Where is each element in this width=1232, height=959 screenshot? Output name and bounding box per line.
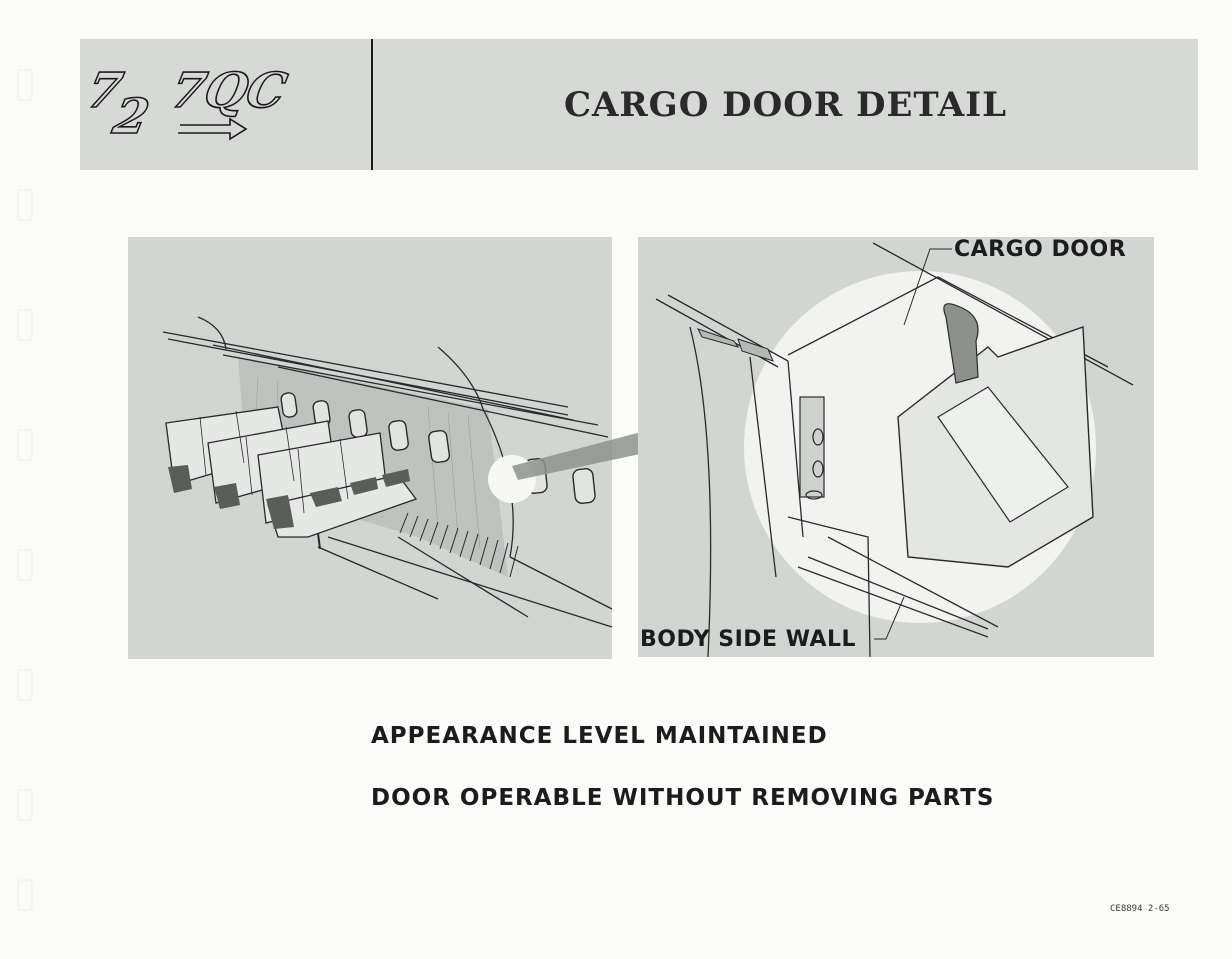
page-header — [80, 39, 1198, 170]
cargo-door-detail-illustration — [638, 237, 1154, 657]
document-id: CE8894 2-65 — [1110, 904, 1170, 914]
cargo-door-label: CARGO DOOR — [954, 237, 1127, 262]
727qc-logo — [82, 62, 360, 145]
body-side-wall-label: BODY SIDE WALL — [640, 627, 857, 652]
svg-text:7QC: 7QC — [166, 62, 292, 119]
caption-door-operable: DOOR OPERABLE WITHOUT REMOVING PARTS — [371, 785, 995, 811]
svg-text:2: 2 — [108, 88, 154, 145]
svg-text:7: 7 — [82, 62, 128, 119]
page-title: CARGO DOOR DETAIL — [563, 84, 1008, 125]
binder-edge-marks — [0, 0, 40, 959]
caption-appearance: APPEARANCE LEVEL MAINTAINED — [371, 723, 828, 749]
